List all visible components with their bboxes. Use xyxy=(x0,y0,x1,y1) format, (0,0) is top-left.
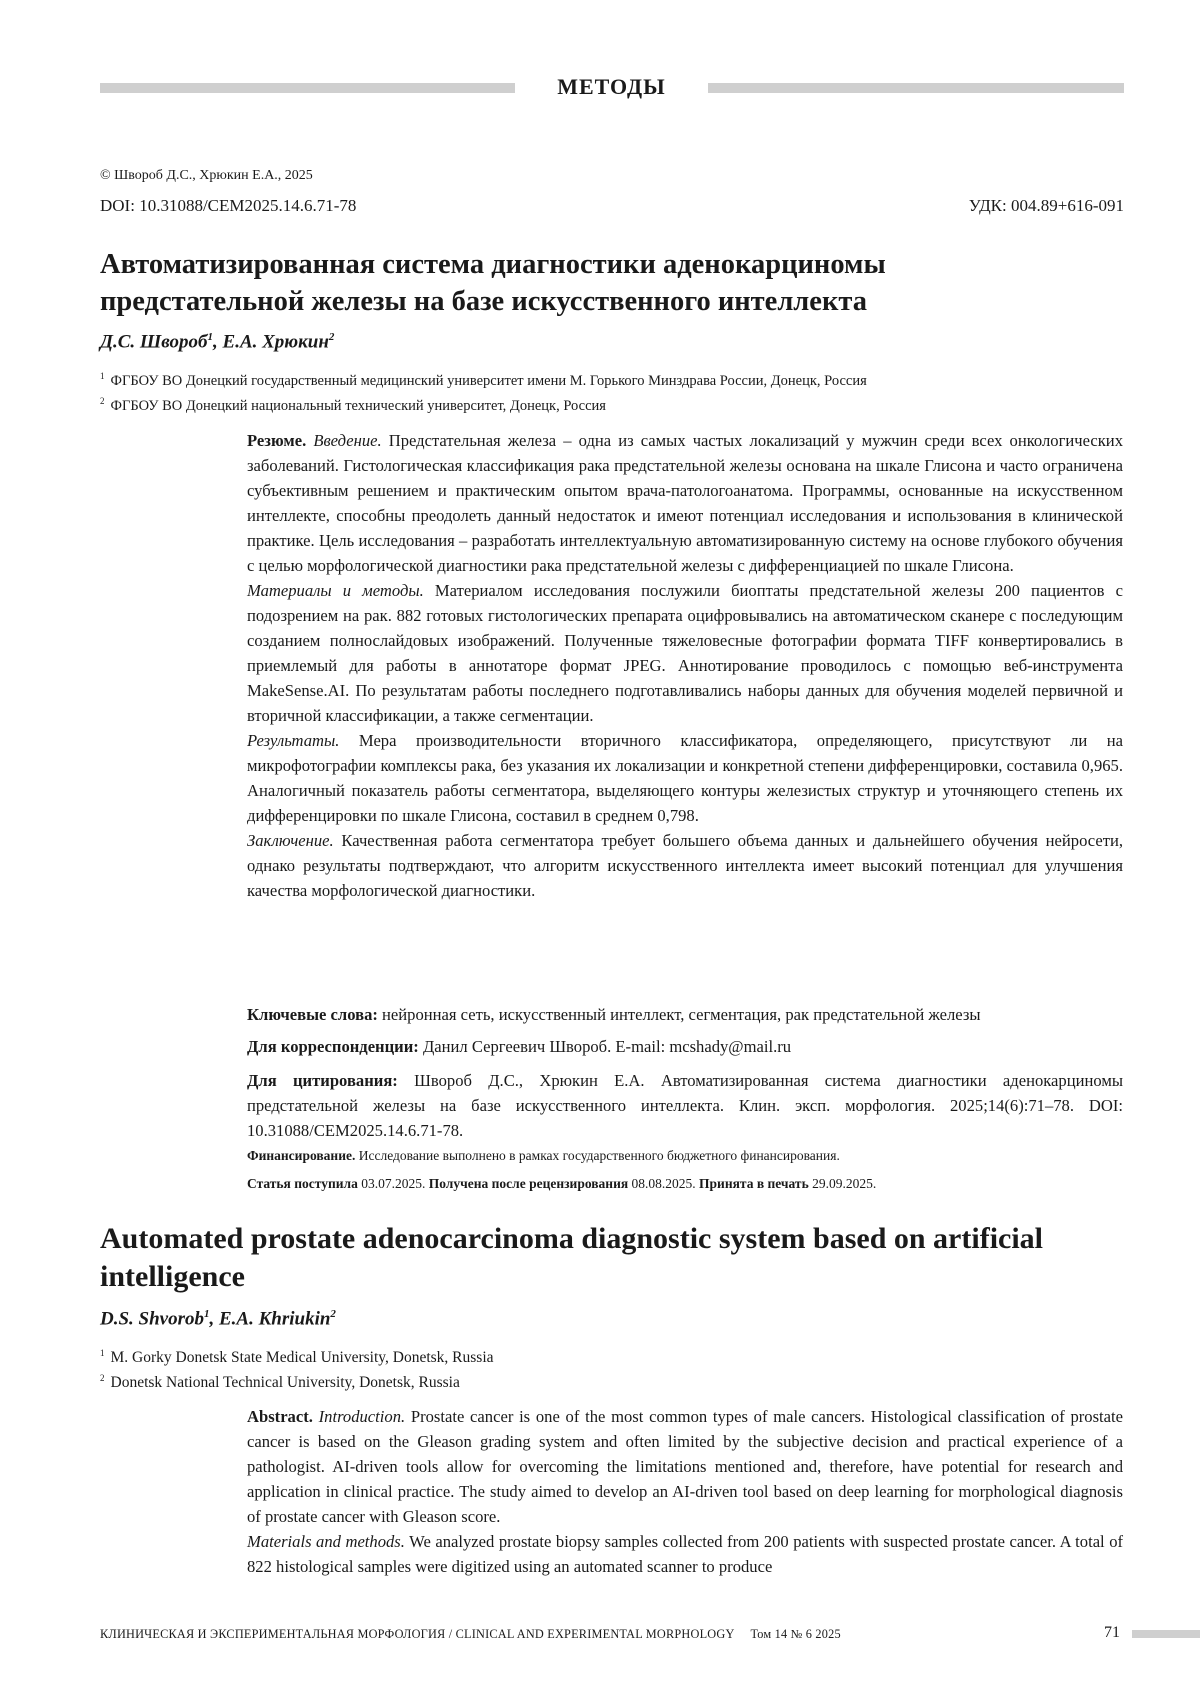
authors-ru: Д.С. Швороб$^1$, Е.А. Хрюкин$^2$ xyxy=(100,331,335,353)
article-title-ru xyxy=(100,246,1130,320)
journal-issue: Том 14 № 6 2025 xyxy=(750,1627,841,1641)
correspondence-ru xyxy=(247,1034,1123,1059)
section-header xyxy=(100,76,1124,100)
title-en-line1: Automated prostate adenocarcinoma diagnostic system based on artificial xyxy=(100,1222,1044,1255)
received-date: 03.07.2025. xyxy=(361,1176,426,1191)
keywords-ru-label: Ключевые слова: xyxy=(247,1005,378,1024)
affiliation-ru-1: ФГБОУ ВО Донецкий государственный медицинский университет имени М. Горького Минздрава России, Донецк, Россия xyxy=(110,372,867,389)
abstract-en-label: Abstract. xyxy=(247,1407,313,1426)
footer-rule xyxy=(1132,1630,1200,1638)
intro-ru-label: Введение. xyxy=(313,431,382,450)
funding-ru xyxy=(247,1146,1123,1166)
citation-ru-label: Для цитирования: xyxy=(247,1071,398,1090)
citation-ru-text: Швороб Д.С., Хрюкин Е.А. Автоматизированная система диагностики аденокарциномы предстательной железы на базе искусственного интеллекта. Клин. эксп. морфология. 2025;14(6):71–78. DOI: 10.31088/CEM2025.14.6.71-78. xyxy=(247,1071,1123,1140)
intro-en-text: Prostate cancer is one of the most common types of male cancers. Histological classification of prostate cancer is based on the Gleason grading system and often limited by the subjective decision and practical experience of a pathologist. AI-driven tools allow for overcoming the limitations mentioned and, therefore, have potential for research and application in clinical practice. The study aimed to develop an AI-driven tool based on deep learning for morphological diagnosis of prostate cancer with Gleason score. xyxy=(247,1407,1123,1526)
methods-ru-text: Материалом исследования послужили биоптаты предстательной железы 200 пациентов с подозрением на рак. 882 готовых гистологических препарата оцифровывались на автоматическом сканере с последующим созданием полнослайдовых изображений. Полученные тяжеловесные фотографии формата TIFF конвертировались в приемлемый для работы в аннотаторе формат JPEG. Аннотирование проводилось с помощью веб-инструмента MakeSense.AI. По результатам работы последнего подготавливались наборы данных для обучения моделей первичной и вторичной классификации, а также сегментации. xyxy=(247,581,1123,725)
abstract-en xyxy=(247,1404,1123,1579)
affiliation-en-2: Donetsk National Technical University, Donetsk, Russia xyxy=(110,1374,460,1392)
page-footer xyxy=(100,1627,841,1642)
dates-ru xyxy=(247,1174,1123,1194)
keywords-ru xyxy=(247,1002,1123,1027)
conclusion-ru-label: Заключение. xyxy=(247,831,334,850)
funding-ru-text: Исследование выполнено в рамках государственного бюджетного финансирования. xyxy=(358,1148,840,1163)
citation-ru xyxy=(247,1068,1123,1143)
methods-ru-label: Материалы и методы. xyxy=(247,581,424,600)
conclusion-ru-text: Качественная работа сегментатора требует большего объема данных и дальнейшего обучения нейросети, однако результаты подтверждают, что алгоритм искусственного интеллекта имеет высокий потенциал для улучшения качества морфологической диагностики. xyxy=(247,831,1123,900)
revised-label: Получена после рецензирования xyxy=(428,1176,629,1191)
section-title: МЕТОДЫ xyxy=(557,74,666,99)
accepted-label: Принята в печать xyxy=(699,1176,809,1191)
page-number: 71 xyxy=(1104,1624,1120,1641)
affiliation-en-1: M. Gorky Donetsk State Medical University, Donetsk, Russia xyxy=(110,1349,494,1367)
funding-ru-label: Финансирование. xyxy=(247,1148,356,1163)
journal-name: КЛИНИЧЕСКАЯ И ЭКСПЕРИМЕНТАЛЬНАЯ МОРФОЛОГИЯ / CLINICAL AND EXPERIMENTAL MORPHOLOGY xyxy=(100,1627,735,1641)
correspondence-ru-text: Данил Сергеевич Швороб. E-mail: mcshady@mail.ru xyxy=(422,1037,792,1056)
correspondence-ru-label: Для корреспонденции: xyxy=(247,1037,419,1056)
intro-ru-text: Предстательная железа – одна из самых частых локализаций у мужчин среди всех онкологических заболеваний. Гистологическая классификация рака предстательной железы основана на шкале Глисона и часто ограничена субъективным решением и практическим опытом врача-патологоанатома. Программы, основанные на искусственном интеллекте, способны преодолеть данный недостаток и имеют потенциал исследования и использования в клинической практике. Цель исследования – разработать интеллектуальную автоматизированную систему на основе глубокого обучения с целью морфологической диагностики рака предстательной железы с дифференциацией по шкале Глисона. xyxy=(247,431,1123,575)
header-rule-right xyxy=(708,83,1124,93)
title-ru-line1: Автоматизированная система диагностики аденокарциномы xyxy=(100,249,886,280)
revised-date: 08.08.2025. xyxy=(631,1176,696,1191)
intro-en-label: Introduction. xyxy=(318,1407,406,1426)
abstract-ru xyxy=(247,428,1123,903)
author-en-1: D.S. Shvorob xyxy=(100,1308,204,1330)
abstract-ru-label: Резюме. xyxy=(247,431,307,450)
doi: DOI: 10.31088/CEM2025.14.6.71-78 xyxy=(100,196,357,215)
udk: УДК: 004.89+616-091 xyxy=(968,196,1124,215)
title-en-line2: intelligence xyxy=(100,1260,245,1293)
methods-en-label: Materials and methods. xyxy=(247,1532,405,1551)
affiliations-en: $^1$ M. Gorky Donetsk State Medical University, Donetsk, Russia $^2$ Donetsk National Technical University, Donetsk, Russia xyxy=(100,1348,494,1392)
copyright: © Швороб Д.С., Хрюкин Е.А., 2025 xyxy=(100,168,313,183)
received-label: Статья поступила xyxy=(247,1176,358,1191)
author-ru-2: Е.А. Хрюкин xyxy=(222,331,329,353)
title-ru-line2: предстательной железы на базе искусственного интеллекта xyxy=(100,286,867,317)
results-ru-text: Мера производительности вторичного классификатора, определяющего, присутствуют ли на микрофотографии комплексы рака, без указания их локализации и конкретной степени дифференцировки, составила 0,965. Аналогичный показатель работы сегментатора, выделяющего контуры железистых структур и уточняющего степень их дифференцировки по шкале Глисона, составил в среднем 0,798. xyxy=(247,731,1123,825)
affiliations-ru: $^1$ ФГБОУ ВО Донецкий государственный медицинский университет имени М. Горького Минздрава России, Донецк, Россия $^2$ ФГБОУ ВО Донецкий национальный технический университет, Донецк, Россия xyxy=(100,371,867,414)
header-rule-left xyxy=(100,83,515,93)
author-en-2: E.A. Khriukin xyxy=(219,1308,331,1330)
results-ru-label: Результаты. xyxy=(247,731,340,750)
affiliation-ru-2: ФГБОУ ВО Донецкий национальный технический университет, Донецк, Россия xyxy=(110,397,606,414)
accepted-date: 29.09.2025. xyxy=(812,1176,877,1191)
keywords-ru-text: нейронная сеть, искусственный интеллект, сегментация, рак предстательной железы xyxy=(382,1005,981,1024)
article-title-en xyxy=(100,1220,1130,1296)
authors-en: D.S. Shvorob$^1$, E.A. Khriukin$^2$ xyxy=(100,1308,336,1330)
author-ru-1: Д.С. Швороб xyxy=(100,331,208,353)
methods-en-text: We analyzed prostate biopsy samples collected from 200 patients with suspected prostate cancer. A total of 822 histological samples were digitized using an automated scanner to produce xyxy=(247,1532,1124,1576)
